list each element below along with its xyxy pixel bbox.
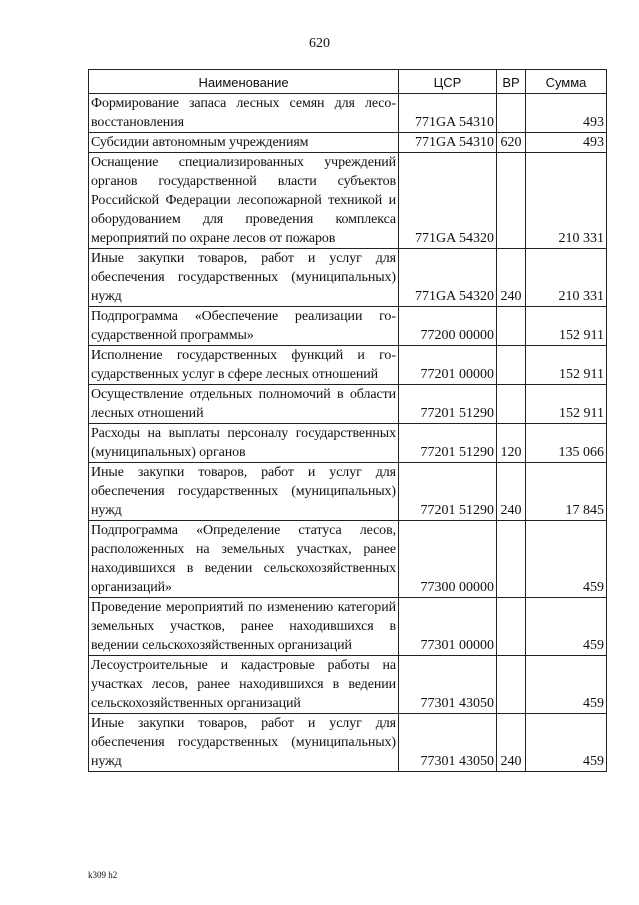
row-name: Осуществление отдельных полномочий в области лесных отношений [89,385,399,424]
row-sum: 210 331 [526,153,607,249]
table-row [89,598,607,656]
table-row [89,346,607,385]
header-sum: Сумма [526,70,607,94]
table-row [89,153,607,249]
row-sum: 459 [526,714,607,772]
row-name: Оснащение специализированных учреждений органов государственной власти субъектов Российской Федерации лесопожарной техникой и оборудованием для проведения комплекса мероприятий по охране лесов от пожаров [89,153,399,249]
row-name: Иные закупки товаров, работ и услуг для обеспечения государственных (муниципальных) нужд [89,463,399,521]
row-name: Проведение мероприятий по изменению категорий земельных участков, ранее находившихся в ведении сельскохозяйственных организаций [89,598,399,656]
row-vr: 240 [497,714,526,772]
table-row [89,133,607,153]
budget-table [88,69,607,772]
row-sum: 459 [526,656,607,714]
row-csr: 771GA 54320 [399,153,497,249]
row-csr: 77201 51290 [399,385,497,424]
row-vr [497,94,526,133]
row-name: Лесоустроительные и кадастровые работы на участках лесов, ранее находившихся в ведении сельскохозяйственных организаций [89,656,399,714]
row-sum: 135 066 [526,424,607,463]
table-row [89,307,607,346]
row-vr [497,385,526,424]
row-csr: 771GA 54310 [399,94,497,133]
row-csr: 77301 43050 [399,714,497,772]
table-row [89,249,607,307]
table-row [89,463,607,521]
row-vr: 620 [497,133,526,153]
row-csr: 771GA 54320 [399,249,497,307]
row-name: Формирование запаса лесных семян для лесовосстановления [89,94,399,133]
row-csr: 77201 51290 [399,463,497,521]
document-code: k309 h2 [88,870,118,880]
row-sum: 493 [526,94,607,133]
row-csr: 771GA 54310 [399,133,497,153]
row-vr [497,346,526,385]
row-csr: 77301 43050 [399,656,497,714]
row-vr [497,153,526,249]
row-csr: 77200 00000 [399,307,497,346]
header-vr: ВР [497,70,526,94]
row-name: Иные закупки товаров, работ и услуг для обеспечения государственных (муниципальных) нужд [89,714,399,772]
table-row [89,656,607,714]
table-row [89,94,607,133]
row-name: Подпрограмма «Определение статуса лесов, расположенных на земельных участках, ранее находившихся в ведении сельскохозяйственных организаций» [89,521,399,598]
row-sum: 17 845 [526,463,607,521]
table-header-row [89,70,607,94]
row-sum: 210 331 [526,249,607,307]
row-sum: 493 [526,133,607,153]
row-vr [497,656,526,714]
row-name: Субсидии автономным учреждениям [89,133,399,153]
row-sum: 459 [526,521,607,598]
row-sum: 459 [526,598,607,656]
page-number: 620 [309,36,330,51]
table-row [89,714,607,772]
row-sum: 152 911 [526,346,607,385]
row-vr [497,521,526,598]
row-csr: 77300 00000 [399,521,497,598]
row-csr: 77201 51290 [399,424,497,463]
table-row [89,385,607,424]
row-name: Расходы на выплаты персоналу государственных (муниципальных) органов [89,424,399,463]
table-row [89,424,607,463]
row-vr: 120 [497,424,526,463]
row-name: Иные закупки товаров, работ и услуг для обеспечения государственных (муниципальных) нужд [89,249,399,307]
row-vr: 240 [497,249,526,307]
row-vr [497,307,526,346]
row-sum: 152 911 [526,385,607,424]
table-row [89,521,607,598]
row-name: Подпрограмма «Обеспечение реализации государственной программы» [89,307,399,346]
header-name: Наименование [89,70,399,94]
row-sum: 152 911 [526,307,607,346]
row-vr: 240 [497,463,526,521]
row-csr: 77201 00000 [399,346,497,385]
row-vr [497,598,526,656]
row-csr: 77301 00000 [399,598,497,656]
header-csr: ЦСР [399,70,497,94]
row-name: Исполнение государственных функций и государственных услуг в сфере лесных отношений [89,346,399,385]
